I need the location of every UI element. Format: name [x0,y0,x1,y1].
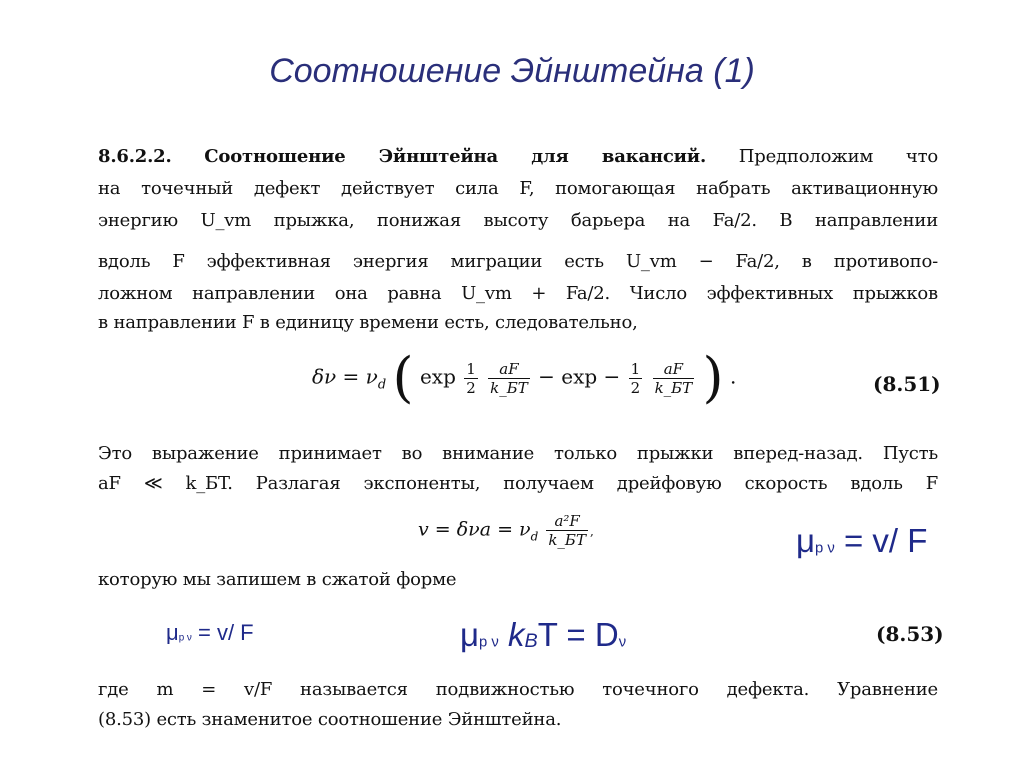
p1-line-3: энергию U_vm прыжка, понижая высоту барьера на Fa/2. В направлении [98,210,938,231]
mu-subscript: p ν [178,632,192,644]
mu-symbol: μ [460,616,480,653]
p3-line-1: которую мы запишем в сжатой форме [98,569,457,590]
eq851-lhs: δν = ν [312,364,378,389]
equation-number-8-51: (8.51) [873,372,941,396]
frac-den: 2 [466,378,476,397]
slide-title: Соотношение Эйнштейна (1) [269,52,755,90]
p4-line-1: где m = v/F называется подвижностью точечного дефекта. Уравнение [98,679,938,700]
formula-rest: T = D [537,616,619,653]
p1-line-1 [98,143,938,171]
p1-line-1-rest: Предположим что [738,146,938,167]
mu-symbol: μ [796,522,816,559]
eq852-lhs: v = δνa = ν [418,518,531,541]
frac-num: aF [653,360,695,379]
equation-drift-velocity [418,512,594,549]
frac-num: aF [488,360,530,379]
einstein-relation-formula [460,616,626,654]
left-paren: ( [392,346,414,409]
equation-8-51 [312,346,737,409]
p1-line-4: вдоль F эффективная энергия миграции есть U_vm − Fa/2, в противопо- [98,251,938,272]
frac-num: 1 [630,359,641,378]
frac-den: 2 [630,378,641,397]
section-heading: Соотношение Эйнштейна для вакансий. [204,146,707,167]
formula-rest: = v/ F [191,620,254,645]
fraction-af-2 [653,360,695,397]
frac-den: k_БT [490,378,528,397]
eq851-exp: exp [419,364,456,389]
d-subscript: ν [618,634,627,651]
fraction-a2f [546,512,588,549]
p4-line-2: (8.53) есть знаменитое соотношение Эйнштейна. [98,709,562,730]
frac-den: k_БT [548,531,586,549]
mu-subscript: p ν [815,540,835,557]
p1-line-5: ложном направлении она равна U_vm + Fa/2. Число эффективных прыжков [98,283,938,304]
p2-line-2: aF ≪ k_БT. Разлагая экспоненты, получаем дрейфовую скорость вдоль F [98,473,938,494]
formula-rest: = v/ F [834,522,928,559]
fraction-half [464,360,478,397]
frac-den: k_БT [654,378,693,397]
p1-line-6: в направлении F в единицу времени есть, следовательно, [98,312,638,333]
eq852-tail: , [589,524,594,539]
mobility-formula-right [796,522,927,560]
frac-num: 1 [466,359,476,378]
right-paren: ) [702,346,724,409]
eq852-sub: d [530,529,539,544]
k-symbol: k [498,616,525,653]
equation-number-8-53: (8.53) [876,622,944,646]
p2-line-1: Это выражение принимает во внимание только прыжки вперед-назад. Пусть [98,443,938,464]
eq851-dot: . [729,364,737,389]
mobility-formula-left [166,620,254,646]
frac-num: a²F [546,512,588,531]
eq851-lhs-sub: d [377,377,387,393]
mu-subscript: p ν [479,634,499,651]
p1-line-2: на точечный дефект действует сила F, помогающая набрать активационную [98,178,938,199]
eq851-minus-exp: − exp − [538,364,621,389]
mu-symbol: μ [166,620,179,645]
fraction-af [488,360,530,397]
section-number: 8.6.2.2. [98,146,172,167]
k-subscript: B [524,629,538,652]
fraction-half-2 [629,360,643,397]
